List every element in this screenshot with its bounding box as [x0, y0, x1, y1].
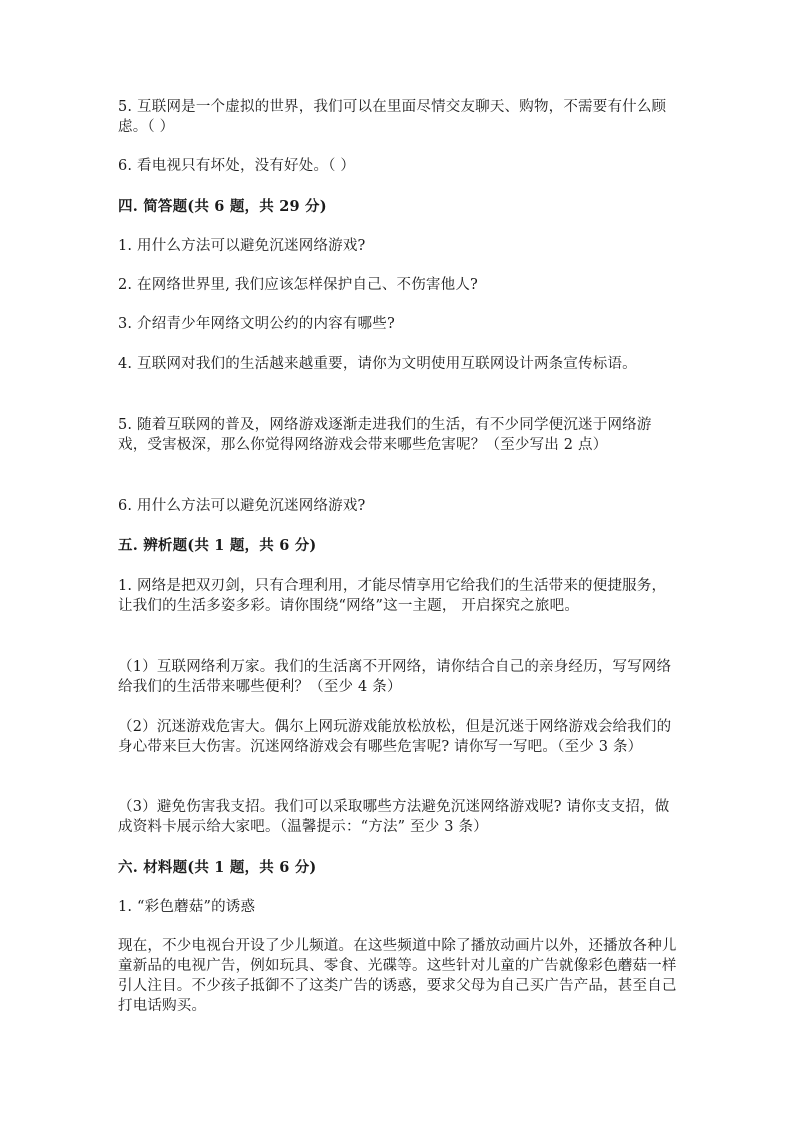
section-heading-analysis: 五. 辨析题(共 1 题，共 6 分): [118, 537, 317, 554]
analysis-part-2: （2）沉迷游戏危害大。偶尔上网玩游戏能放松放松，但是沉迷于网络游戏会给我们的身心带来巨大伤害。沉迷网络游戏会有哪些危害呢? 请你写一写吧。（至少 3 条）: [118, 719, 672, 755]
short-answer-question-3: 3. 介绍青少年网络文明公约的内容有哪些?: [118, 316, 395, 332]
analysis-part-3: （3）避免伤害我支招。我们可以采取哪些方法避免沉迷网络游戏呢? 请你支支招，做成资料卡展示给大家吧。（温馨提示：“方法” 至少 3 条）: [118, 799, 670, 835]
question-true-false-5: 5. 互联网是一个虚拟的世界，我们可以在里面尽情交友聊天、购物，不需要有什么顾虑。（ ）: [118, 99, 667, 135]
section-heading-short-answer: 四. 简答题(共 6 题，共 29 分): [118, 198, 327, 215]
short-answer-question-2: 2. 在网络世界里, 我们应该怎样保护自己、不伤害他人?: [118, 277, 479, 293]
short-answer-question-6: 6. 用什么方法可以避免沉迷网络游戏?: [118, 498, 366, 514]
short-answer-question-5: 5. 随着互联网的普及，网络游戏逐渐走进我们的生活，有不少同学便沉迷于网络游戏，受害极深，那么你觉得网络游戏会带来哪些危害呢？（至少写出 2 点）: [118, 417, 652, 453]
question-true-false-6: 6. 看电视只有坏处，没有好处。（ ）: [118, 158, 356, 174]
analysis-question-intro: 1. 网络是把双刃剑，只有合理利用，才能尽情享用它给我们的生活带来的便捷服务，让我们的生活多姿多彩。请你围绕“网络”这一主题， 开启探究之旅吧。: [118, 578, 667, 614]
section-heading-material: 六. 材料题(共 1 题，共 6 分): [118, 859, 317, 876]
short-answer-question-4: 4. 互联网对我们的生活越来越重要，请你为文明使用互联网设计两条宣传标语。: [118, 356, 637, 372]
analysis-part-1: （1）互联网络利万家。我们的生活离不开网络，请你结合自己的亲身经历，写写网络给我们的生活带来哪些便利？（至少 4 条）: [118, 659, 672, 695]
short-answer-question-1: 1. 用什么方法可以避免沉迷网络游戏?: [118, 238, 366, 254]
material-question-title: 1. “彩色蘑菇”的诱惑: [118, 899, 256, 915]
material-passage: 现在，不少电视台开设了少儿频道。在这些频道中除了播放动画片以外，还播放各种儿童新品的电视广告，例如玩具、零食、光碟等。这些针对儿童的广告就像彩色蘑菇一样引人注目。不少孩子抵御不了这类广告的诱惑，要求父母为自己买广告产品，甚至自己打电话购买。: [118, 938, 677, 1014]
